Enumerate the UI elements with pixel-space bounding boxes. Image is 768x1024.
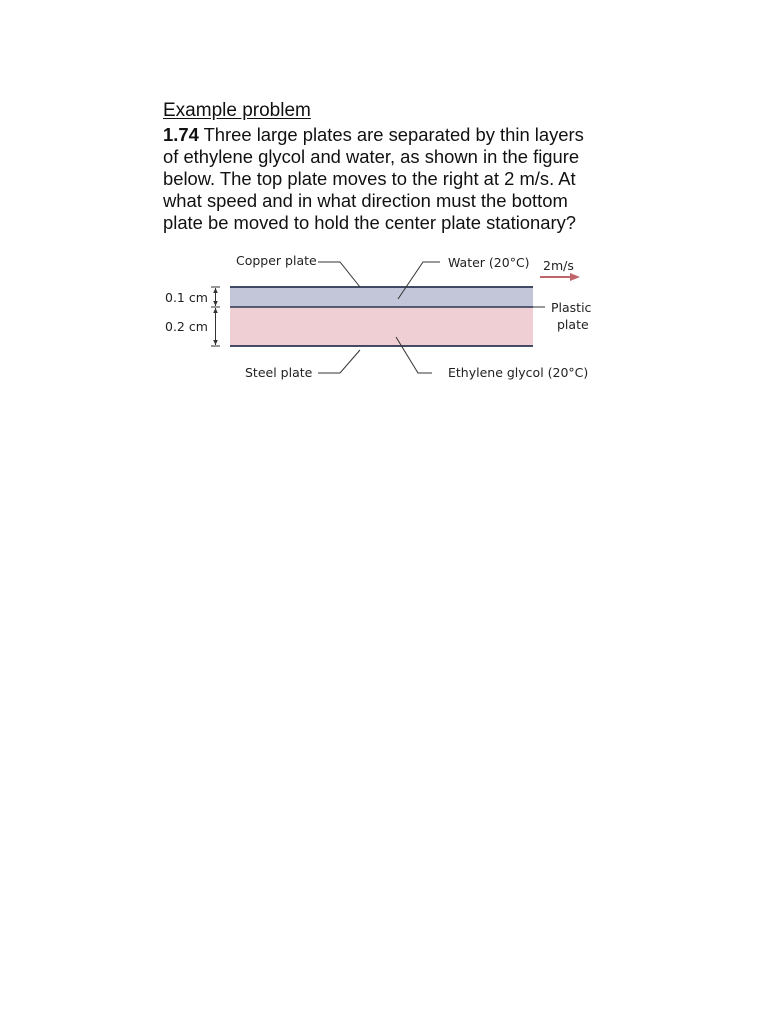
problem-line-3: below. The top plate moves to the right at 2 m/s. At: [163, 168, 576, 189]
problem-line-4: what speed and in what direction must the bottom: [163, 190, 568, 211]
plates-figure: [150, 245, 610, 390]
plastic-plate-label-line2: plate: [557, 317, 589, 332]
velocity-label: 2m/s: [543, 258, 574, 273]
dimension-markers: [211, 287, 220, 346]
ethylene-glycol-label: Ethylene glycol (20°C): [448, 365, 589, 380]
plates-diagram: [150, 245, 610, 390]
problem-line-1: 1.74 Three large plates are separated by thin layers: [163, 124, 584, 145]
top-gap-label: 0.1 cm: [165, 290, 208, 305]
plastic-plate-label-line1: Plastic: [551, 300, 592, 315]
water-label: Water (20°C): [448, 255, 530, 270]
velocity-arrow-icon: [540, 273, 580, 281]
steel-plate-label: Steel plate: [245, 365, 313, 380]
heading: Example problem: [163, 100, 311, 121]
problem-line-2: of ethylene glycol and water, as shown in the figure: [163, 146, 580, 167]
glycol-layer: [230, 307, 533, 346]
water-layer: [230, 287, 533, 307]
copper-plate-label: Copper plate: [236, 253, 317, 268]
problem-number: 1.74: [163, 124, 199, 145]
problem-statement: [163, 124, 633, 234]
problem-line-5: plate be moved to hold the center plate stationary?: [163, 212, 577, 233]
bottom-gap-label: 0.2 cm: [165, 319, 208, 334]
